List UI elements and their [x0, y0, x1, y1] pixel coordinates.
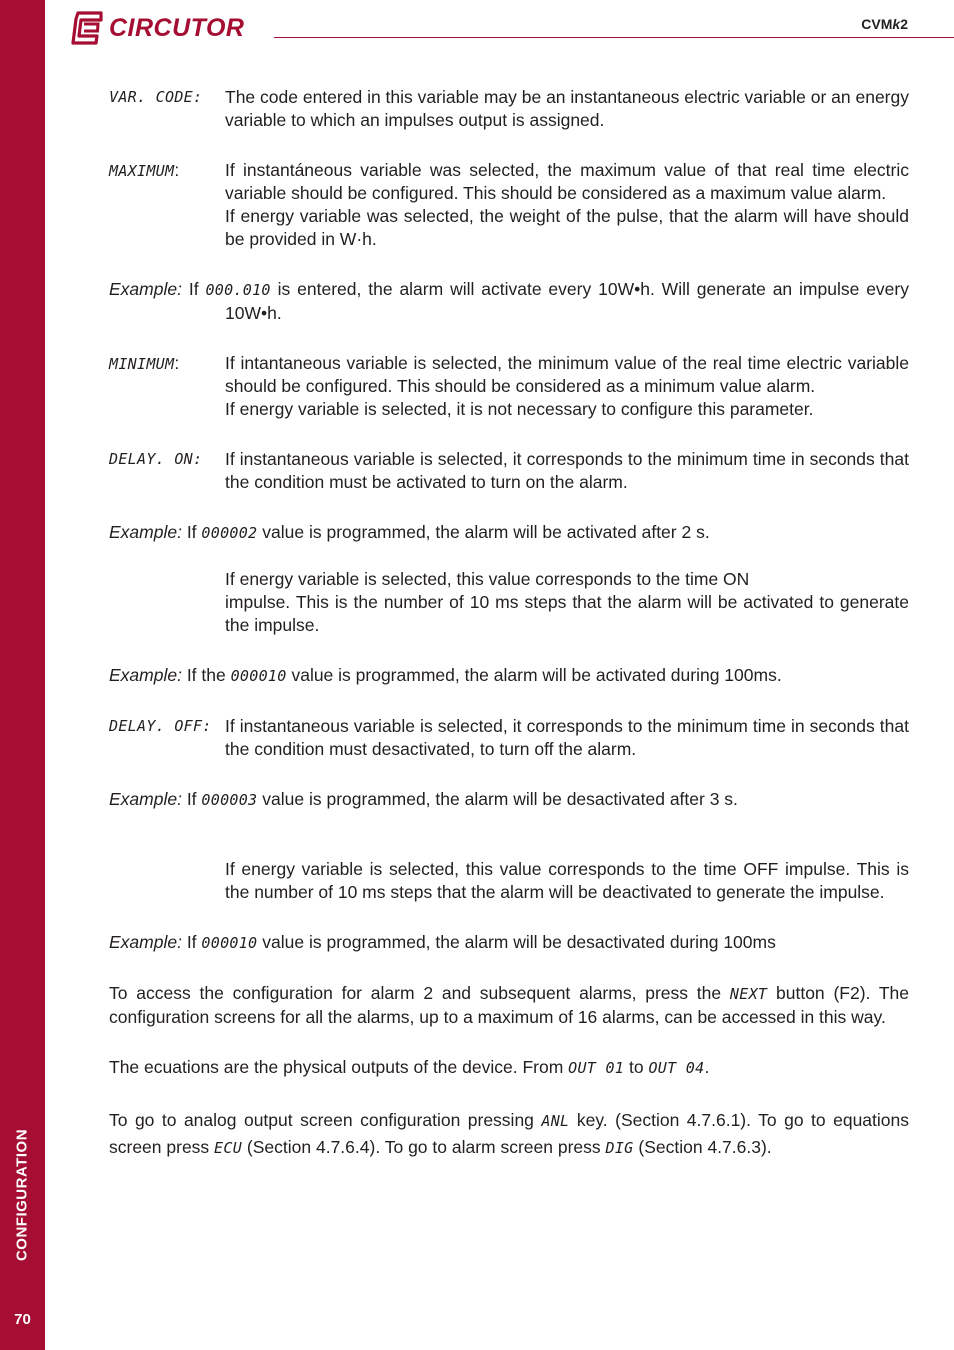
example-1: Example: If 000.010 is entered, the alarm will activate every 10W•h. Will generate an impulse every 10W•h. [109, 279, 909, 323]
var-code-definition [109, 86, 909, 132]
maximum-text-2: If energy variable was selected, the weight of the pulse, that the alarm will have should be provided in W·h. [225, 206, 909, 249]
header-rule [274, 37, 954, 38]
var-code-text: The code entered in this variable may be an instantaneous electric variable or an energy variable to which an impulses output is assigned. [225, 87, 909, 130]
maximum-definition [109, 159, 909, 251]
maximum-text-1: If instantáneous variable was selected, the maximum value of that real time electric variable should be configured. This should be considered as a maximum value alarm. [225, 160, 909, 203]
ecuations-paragraph: The ecuations are the physical outputs of the device. From OUT 01 to OUT 04. [109, 1057, 710, 1077]
minimum-term: MINIMUM: [109, 353, 180, 373]
example-4: Example: If 000003 value is programmed, the alarm will be desactivated after 3 s. [109, 789, 738, 809]
delay-off-text: If instantaneous variable is selected, it corresponds to the minimum time in seconds that the condition must desactivated, to turn off the alarm. [225, 716, 909, 759]
brand-name: CIRCUTOR [109, 13, 245, 42]
energy-off-text: If energy variable is selected, this value corresponds to the time OFF impulse. This is the number of 10 ms steps that the alarm will be deactivated to generate the impulse. [225, 859, 909, 902]
delay-on-term: DELAY. ON: [109, 450, 203, 468]
minimum-text-2: If energy variable is selected, it is not necessary to configure this parameter. [225, 399, 814, 419]
page-number: 70 [14, 1311, 31, 1328]
maximum-term: MAXIMUM: [109, 160, 180, 180]
minimum-definition [109, 352, 909, 421]
sidebar-band [0, 0, 45, 1350]
delay-off-definition [109, 715, 909, 761]
energy-on-text-2: impulse. This is the number of 10 ms steps that the alarm will be activated to generate the impulse. [225, 592, 909, 635]
delay-off-term: DELAY. OFF: [109, 717, 212, 735]
brand-logo [70, 10, 244, 46]
delay-on-definition [109, 448, 909, 494]
page-content [109, 86, 909, 1161]
var-code-term: VAR. CODE: [109, 88, 203, 106]
energy-on-text-1: If energy variable is selected, this value corresponds to the time ON [225, 569, 750, 589]
access-paragraph: To access the configuration for alarm 2 and subsequent alarms, press the NEXT button (F2). The configuration screens for all the alarms, up to a maximum of 16 alarms, can be accessed in this way. [109, 983, 909, 1027]
circutor-logo-icon [70, 11, 103, 45]
example-2: Example: If 000002 value is programmed, the alarm will be activated after 2 s. [109, 522, 710, 542]
model-name: CVMk2 [861, 16, 908, 32]
goto-paragraph: To go to analog output screen configuration pressing ANL key. (Section 4.7.6.1). To go to equations screen press ECU (Section 4.7.6.4). To go to alarm screen press DIG (Section 4.7.6.3). [109, 1110, 909, 1157]
delay-on-text: If instantaneous variable is selected, it corresponds to the minimum time in seconds that the condition must be activated to turn on the alarm. [225, 449, 909, 492]
example-3: Example: If the 000010 value is programmed, the alarm will be activated during 100ms. [109, 665, 782, 685]
example-5: Example: If 000010 value is programmed, the alarm will be desactivated during 100ms [109, 932, 776, 952]
minimum-text-1: If intantaneous variable is selected, the minimum value of the real time electric variable should be configured. This should be considered as a minimum value alarm. [225, 353, 909, 396]
section-label: CONFIGURATION [13, 1128, 31, 1262]
